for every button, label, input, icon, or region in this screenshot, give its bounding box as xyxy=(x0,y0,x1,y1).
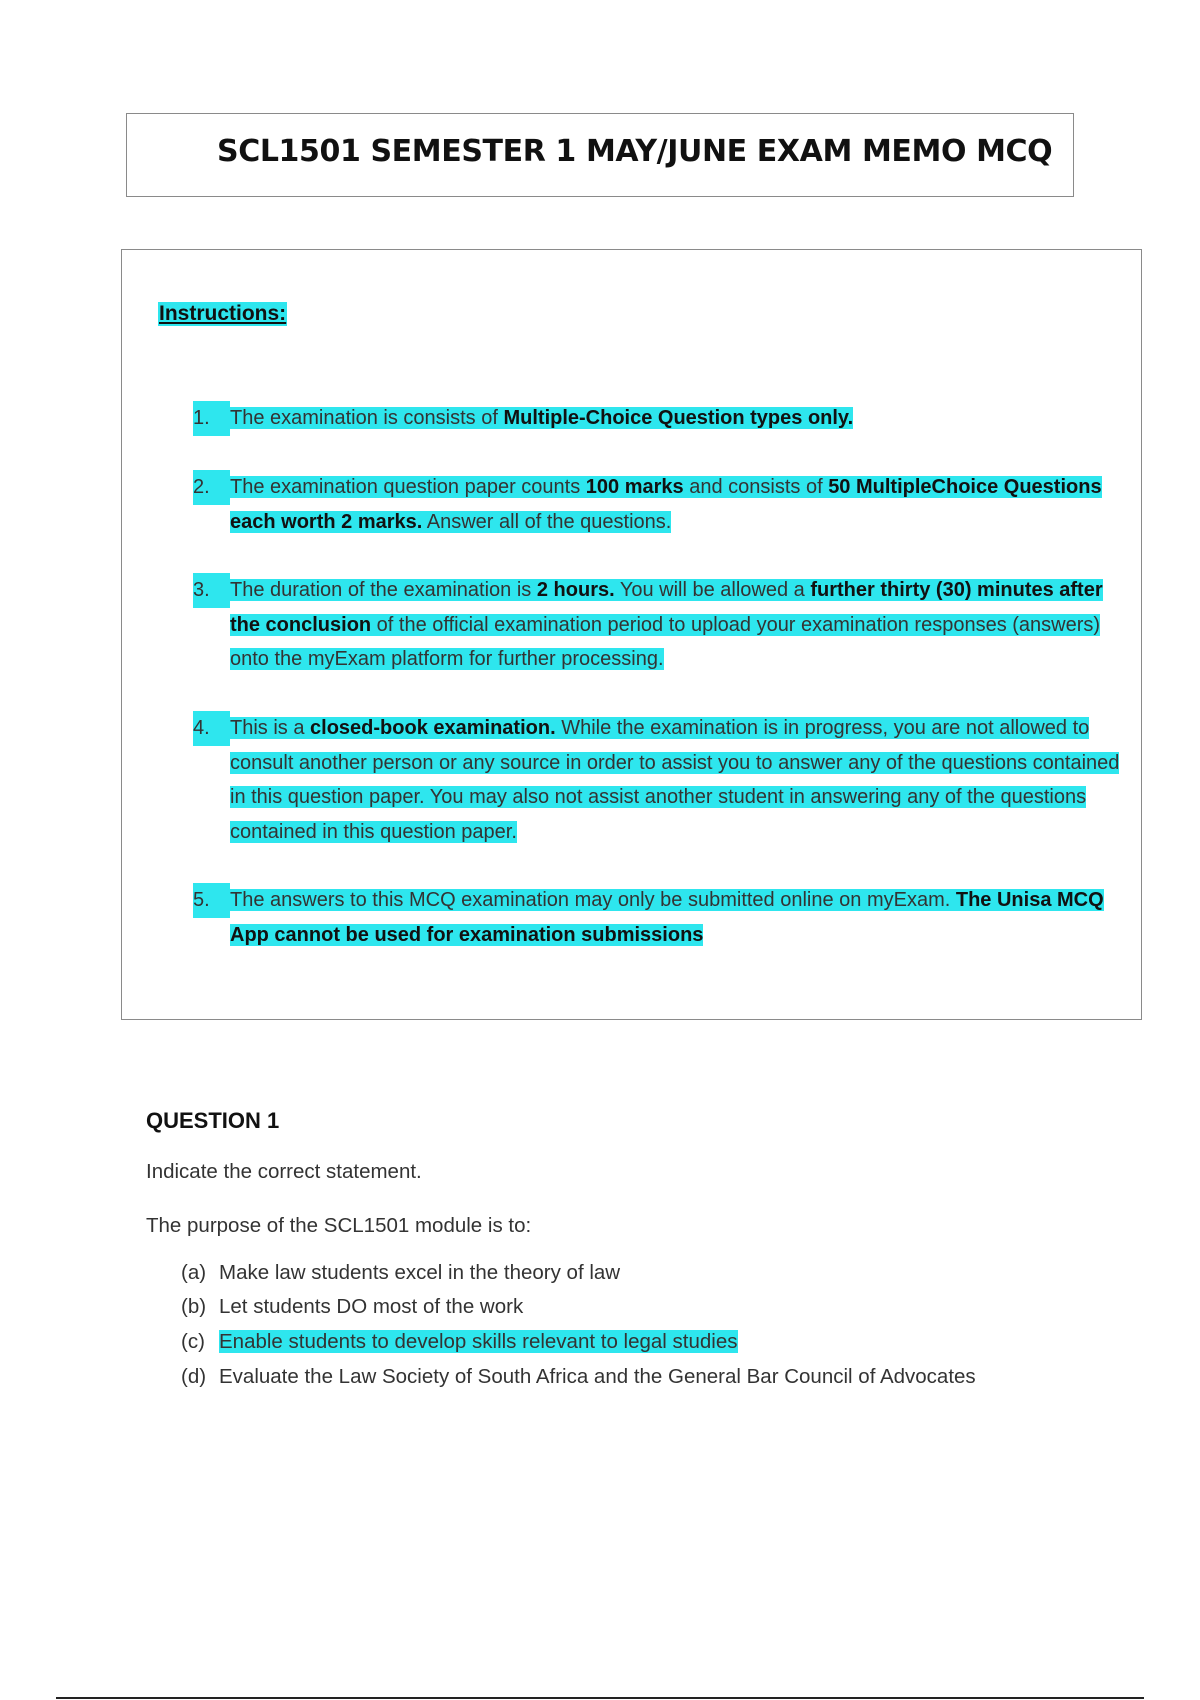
option-text: Make law students excel in the theory of law xyxy=(219,1261,621,1284)
instruction-text-part: and consists of xyxy=(683,476,829,498)
instruction-number: 4. xyxy=(193,711,230,746)
instruction-text-part: The examination question paper counts xyxy=(230,476,586,498)
instruction-bold-part: Multiple-Choice Question types only. xyxy=(503,407,854,429)
title-box xyxy=(126,113,1074,197)
answer-option-d xyxy=(181,1360,991,1394)
instructions-box xyxy=(121,249,1142,1020)
option-label: (d) xyxy=(181,1365,207,1388)
instruction-bold-part: closed-book examination. xyxy=(310,717,556,739)
instruction-bold-part: 2 hours. xyxy=(536,579,615,601)
option-label: (a) xyxy=(181,1261,207,1284)
option-label: (c) xyxy=(181,1330,205,1353)
instruction-text xyxy=(230,711,1133,849)
answer-option-c xyxy=(181,1325,991,1359)
instruction-text-part: The duration of the examination is xyxy=(230,579,537,601)
instruction-text-part: You will be allowed a xyxy=(614,579,811,601)
instruction-text xyxy=(230,470,1133,539)
instruction-number: 3. xyxy=(193,573,230,608)
instruction-text-part: Answer all of the questions. xyxy=(422,510,672,533)
instruction-item xyxy=(193,470,1133,539)
question-heading: QUESTION 1 xyxy=(146,1108,280,1133)
instruction-bold-part: 50 MultipleChoice Questions each worth 2 marks. xyxy=(230,476,1102,533)
option-text: Evaluate the Law Society of South Africa and the General Bar Council of Advocates xyxy=(219,1365,976,1388)
instruction-bold-part: further thirty (30) minutes after the conclusion xyxy=(230,579,1103,636)
instruction-text-part: of the official examination period to upload your examination responses (answers) onto the myExam platform for further processing. xyxy=(230,613,1101,670)
instruction-text-part: This is a xyxy=(230,717,311,739)
option-text-wrapper xyxy=(219,1325,991,1359)
instruction-text-part: While the examination is in progress, you are not allowed to consult another person or any source in order to assist you to answer any of the questions contained in this question paper. You may also not assist another student in answering any of the questions contained in this question paper. xyxy=(230,717,1120,843)
instruction-number: 2. xyxy=(193,470,230,505)
instruction-text-part: The examination is consists of xyxy=(230,407,504,429)
instruction-text xyxy=(230,401,1133,436)
option-label: (b) xyxy=(181,1295,207,1318)
instruction-number: 5. xyxy=(193,883,230,918)
instruction-item xyxy=(193,711,1133,849)
instruction-text xyxy=(230,883,1133,952)
question-prompt: Indicate the correct statement. xyxy=(146,1160,422,1183)
document-title: SCL1501 SEMESTER 1 MAY/JUNE EXAM MEMO MCQ xyxy=(217,134,1053,169)
option-text: Let students DO most of the work xyxy=(219,1295,524,1318)
instruction-text-part: The answers to this MCQ examination may only be submitted online on myExam. xyxy=(230,889,956,911)
page-bottom-rule xyxy=(56,1697,1144,1699)
instruction-bold-part: 100 marks xyxy=(585,476,684,498)
question-stem: The purpose of the SCL1501 module is to: xyxy=(146,1214,532,1237)
answer-option-b xyxy=(181,1290,991,1324)
instructions-heading: Instructions: xyxy=(159,302,287,325)
instruction-item xyxy=(193,401,1133,436)
instruction-text xyxy=(230,573,1133,677)
correct-answer-highlight: Enable students to develop skills relevant to legal studies xyxy=(219,1330,738,1353)
instruction-number: 1. xyxy=(193,401,230,436)
answer-option-a xyxy=(181,1256,991,1290)
instruction-item xyxy=(193,883,1133,952)
instruction-item xyxy=(193,573,1133,677)
instruction-bold-part: The Unisa MCQ App cannot be used for examination submissions xyxy=(230,889,1104,946)
